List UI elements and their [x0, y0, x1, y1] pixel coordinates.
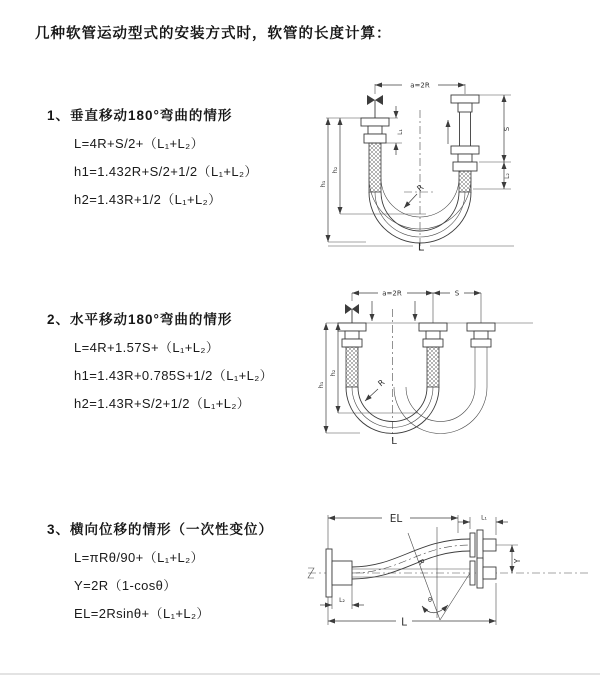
dim-label-a2r: a=2R	[410, 81, 430, 90]
radius-callout	[365, 378, 387, 401]
left-pipe-flange	[326, 118, 398, 192]
dim-label-h2: h₂	[329, 369, 337, 377]
dim-label-l2: L₂	[504, 173, 511, 179]
dim-label-l1: L₁	[397, 129, 404, 135]
dim-label-h1: h₁	[317, 381, 325, 389]
section-horizontal-movement	[47, 308, 273, 418]
dim-label-stroke-s: S	[503, 126, 511, 132]
section-1-heading: 1、垂直移动180°弯曲的情形	[47, 108, 233, 123]
top-dimensions	[352, 290, 481, 324]
valve-icon	[345, 304, 359, 323]
formula-h1: h1=1.43R+0.785S+1/2（L₁+L₂）	[74, 368, 274, 383]
dim-label-h1: h₁	[319, 180, 327, 188]
section-vertical-movement	[47, 104, 258, 214]
formula-Y: Y=2R（1-cosθ）	[74, 578, 177, 593]
page-title: 几种软管运动型式的安装方式时，软管的长度计算：	[35, 26, 392, 42]
y-offset-dimension	[496, 545, 522, 573]
left-flange	[326, 549, 352, 597]
dim-label-l1: L₁	[481, 514, 487, 522]
braided-hose-section	[459, 171, 471, 192]
radius-label: R	[376, 377, 387, 389]
construction-lines	[408, 527, 470, 620]
section-3-formulas	[74, 544, 273, 628]
bottom-length-dimension	[328, 583, 496, 629]
section-2-formulas	[74, 334, 273, 418]
radius-label: R	[415, 182, 426, 194]
section-3-heading: 3、横向位移的情形（一次性变位）	[47, 522, 274, 537]
valve-icon	[367, 95, 383, 118]
length-label: L	[401, 616, 407, 629]
dim-label-y: Y	[513, 558, 522, 564]
left-dimensions	[317, 323, 418, 433]
diagram-lateral-displacement	[300, 505, 598, 673]
original-flange	[470, 558, 496, 588]
moved-flange	[470, 530, 496, 560]
el-dimension	[328, 513, 458, 549]
diagram-vertical-180-bend	[318, 74, 583, 256]
formula-h2: h2=1.43R+1/2（L₁+L₂）	[74, 192, 222, 207]
braided-hose-section	[369, 143, 381, 192]
left-pipe-flange	[338, 323, 366, 387]
formula-h1: h1=1.432R+S/2+1/2（L₁+L₂）	[74, 164, 258, 179]
radius-label: R	[416, 557, 427, 567]
formula-EL: EL=2Rsinθ+（L₁+L₂）	[74, 606, 210, 621]
bottom-length-dimension	[328, 241, 514, 254]
dim-label-l2: L₂	[339, 597, 345, 604]
top-dimension	[375, 82, 465, 95]
right-pipe-flange	[451, 95, 479, 192]
braided-hose-section	[427, 347, 439, 387]
formula-L: L=4R+S/2+（L₁+L₂）	[74, 136, 205, 151]
dim-label-stroke-s: S	[454, 289, 460, 298]
section-2-heading: 2、水平移动180°弯曲的情形	[47, 312, 233, 327]
dim-label-h2: h₂	[331, 166, 339, 174]
hose-u-bend-moved	[394, 387, 487, 434]
length-label: L	[417, 240, 425, 254]
angle-label: θ	[428, 596, 432, 604]
section-1-formulas	[74, 130, 258, 214]
formula-h2: h2=1.43R+S/2+1/2（L₁+L₂）	[74, 396, 251, 411]
radius-callout	[404, 183, 426, 208]
fitting-marks	[372, 301, 415, 321]
center-pipe-flange	[419, 323, 447, 387]
dim-label-a2r: a=2R	[382, 289, 402, 298]
formula-L: L=4R+1.57S+（L₁+L₂）	[74, 340, 220, 355]
length-label: L	[391, 436, 397, 447]
right-dimensions	[473, 95, 511, 189]
formula-L: L=πRθ/90+（L₁+L₂）	[74, 550, 204, 565]
right-pipe-flange-moved	[467, 323, 495, 387]
section-lateral-displacement	[47, 518, 273, 628]
dim-label-el: EL	[389, 513, 403, 525]
bottom-length-dimension	[391, 436, 397, 447]
diagram-horizontal-180-bend	[318, 281, 583, 449]
braided-hose-section	[346, 347, 358, 387]
fitting-l1-dimension	[381, 106, 404, 155]
